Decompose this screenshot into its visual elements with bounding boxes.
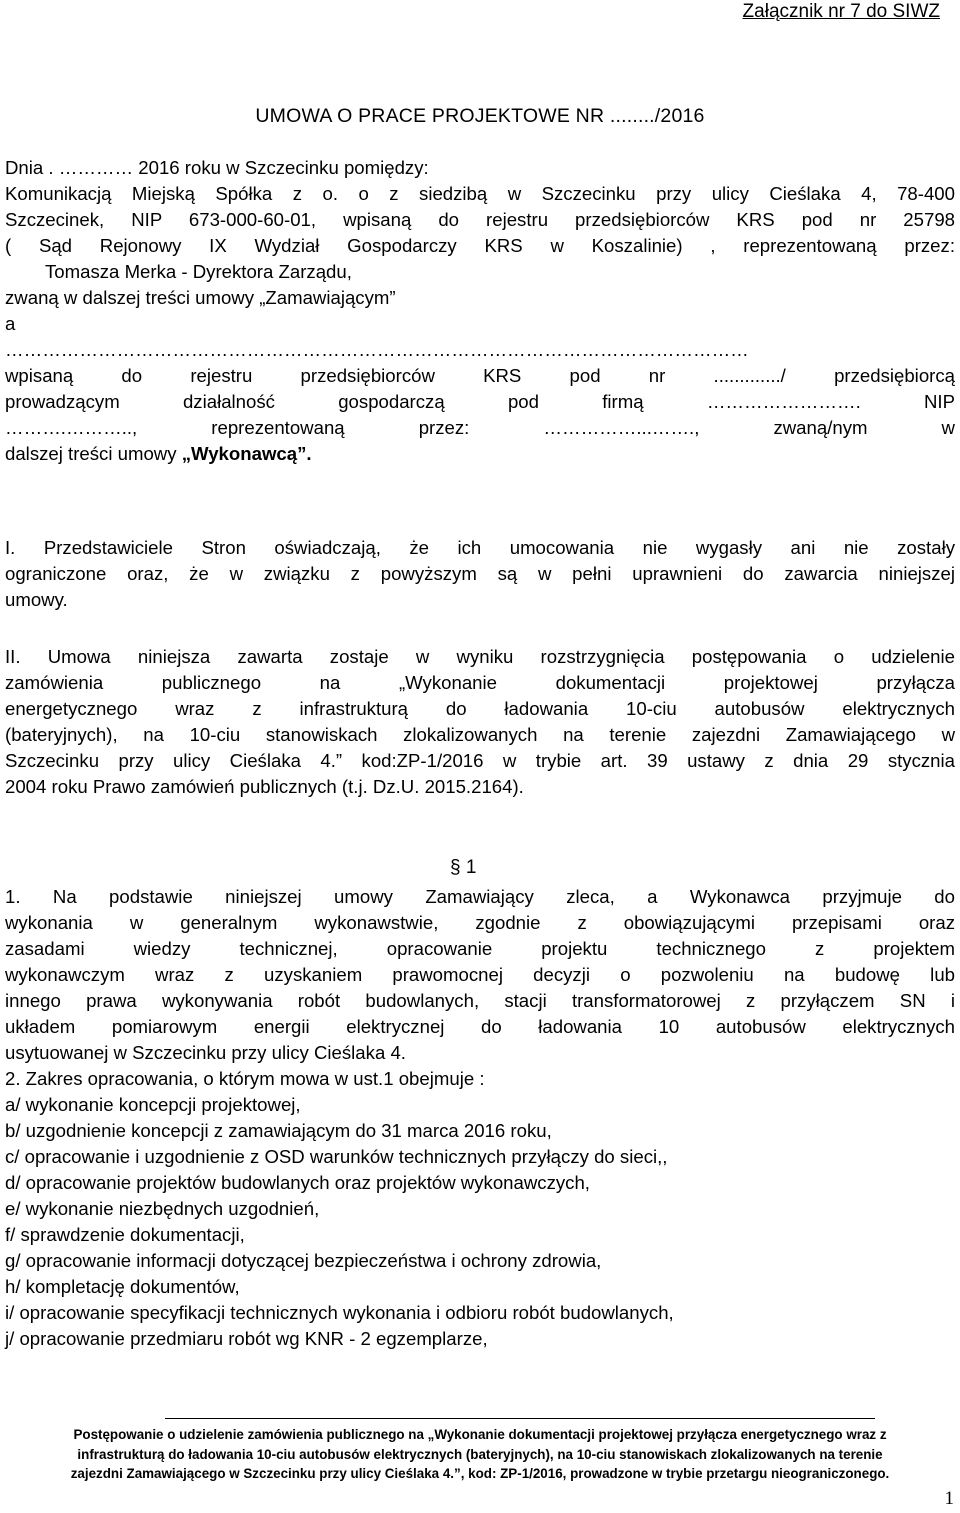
preamble-line: prowadzącym działalność gospodarczą pod firmą ……………………. NIP bbox=[5, 391, 955, 412]
section-ii bbox=[5, 644, 955, 800]
paragraph-1-line: układem pomiarowym energii elektrycznej do ładowania 10 autobusów elektrycznych bbox=[5, 1016, 955, 1037]
preamble bbox=[5, 155, 955, 467]
paragraph-1 bbox=[5, 884, 955, 1352]
section-i-line: ograniczone oraz, że w związku z powyższym są w pełni uprawnieni do zawarcia niniejszej bbox=[5, 563, 955, 584]
paragraph-1-line: wykonawczym wraz z uzyskaniem prawomocnej decyzji o pozwoleniu na budowę lub bbox=[5, 964, 955, 985]
preamble-line: ( Sąd Rejonowy IX Wydział Gospodarczy KRS w Koszalinie) , reprezentowaną przez: bbox=[5, 235, 955, 256]
scope-item: e/ wykonanie niezbędnych uzgodnień, bbox=[5, 1198, 320, 1219]
section-ii-line: 2004 roku Prawo zamówień publicznych (t.j. Dz.U. 2015.2164). bbox=[5, 776, 524, 797]
preamble-line: dalszej treści umowy „Wykonawcą”. bbox=[5, 443, 312, 464]
section-ii-line: II. Umowa niniejsza zawarta zostaje w wyniku rozstrzygnięcia postępowania o udzielenie bbox=[5, 646, 955, 667]
preamble-line: zwaną w dalszej treści umowy „Zamawiającym” bbox=[5, 287, 396, 308]
contractor-term: „Wykonawcą”. bbox=[181, 443, 312, 464]
preamble-line: Komunikacją Miejską Spółka z o. o z siedzibą w Szczecinku przy ulicy Cieślaka 4, 78-400 bbox=[5, 183, 955, 204]
scope-item: h/ kompletację dokumentów, bbox=[5, 1276, 240, 1297]
paragraph-1-line: wykonania w generalnym wykonawstwie, zgodnie z obowiązującymi przepisami oraz bbox=[5, 912, 955, 933]
section-i-line: umowy. bbox=[5, 589, 68, 610]
scope-item: j/ opracowanie przedmiaru robót wg KNR - 2 egzemplarze, bbox=[5, 1328, 488, 1349]
scope-item: d/ opracowanie projektów budowlanych oraz projektów wykonawczych, bbox=[5, 1172, 590, 1193]
footer bbox=[0, 1425, 960, 1484]
preamble-line: Szczecinek, NIP 673-000-60-01, wpisaną do rejestru przedsiębiorców KRS pod nr 25798 bbox=[5, 209, 955, 230]
contract-title: UMOWA O PRACE PROJEKTOWE NR ......../2016 bbox=[255, 105, 705, 127]
preamble-date-line: Dnia . ………… 2016 roku w Szczecinku pomiędzy: bbox=[5, 157, 429, 178]
paragraph-1-line: zasadami wiedzy technicznej, opracowanie projektu technicznego z projektem bbox=[5, 938, 955, 959]
footer-line: infrastrukturą do ładowania 10-ciu autobusów elektrycznych (bateryjnych), na 10-ciu stanowiskach zlokalizowanych na terenie bbox=[77, 1446, 883, 1462]
section-i-line: I. Przedstawiciele Stron oświadczają, że ich umocowania nie wygasły ani nie zostały bbox=[5, 537, 955, 558]
paragraph-1-line: usytuowanej w Szczecinku przy ulicy Cieślaka 4. bbox=[5, 1042, 406, 1063]
section-i bbox=[5, 535, 955, 613]
footer-line: zajezdni Zamawiającego w Szczecinku przy ulicy Cieślaka 4.”, kod: ZP-1/2016, prowadzone w trybie przetargu nieograniczonego. bbox=[70, 1466, 890, 1481]
scope-item: c/ opracowanie i uzgodnienie z OSD warunków technicznych przyłączy do sieci,, bbox=[5, 1146, 668, 1167]
paragraph-1-line: innego prawa wykonywania robót budowlanych, stacji transformatorowej z przyłączem SN i bbox=[5, 990, 955, 1011]
preamble-representative: Tomasza Merka - Dyrektora Zarządu, bbox=[45, 261, 352, 282]
section-ii-line: Szczecinku przy ulicy Cieślaka 4.” kod:ZP-1/2016 w trybie art. 39 ustawy z dnia 29 stycznia bbox=[5, 750, 955, 771]
scope-item: f/ sprawdzenie dokumentacji, bbox=[5, 1224, 245, 1245]
preamble-line: a bbox=[5, 313, 16, 334]
scope-item: g/ opracowanie informacji dotyczącej bezpieczeństwa i ochrony zdrowia, bbox=[5, 1250, 602, 1271]
contractor-placeholder-line: ………………………………………………………………………………………………………… bbox=[5, 339, 749, 360]
scope-item: a/ wykonanie koncepcji projektowej, bbox=[5, 1094, 301, 1115]
paragraph-sign: § 1 bbox=[450, 857, 477, 878]
preamble-line: ……….……….., reprezentowaną przez: ……………...……., zwaną/nym w bbox=[5, 417, 955, 438]
footer-line: Postępowanie o udzielenie zamówienia publicznego na „Wykonanie dokumentacji projektowej przyłącza energetycznego wraz z bbox=[73, 1427, 887, 1442]
section-ii-line: zamówienia publicznego na „Wykonanie dokumentacji projektowej przyłącza bbox=[5, 672, 955, 693]
scope-intro: 2. Zakres opracowania, o którym mowa w ust.1 obejmuje : bbox=[5, 1068, 485, 1089]
scope-item: i/ opracowanie specyfikacji technicznych wykonania i odbioru robót budowlanych, bbox=[5, 1302, 674, 1323]
scope-item: b/ uzgodnienie koncepcji z zamawiającym do 31 marca 2016 roku, bbox=[5, 1120, 552, 1141]
section-ii-line: energetycznego wraz z infrastrukturą do ładowania 10-ciu autobusów elektrycznych bbox=[5, 698, 955, 719]
paragraph-1-line: 1. Na podstawie niniejszej umowy Zamawiający zleca, a Wykonawca przyjmuje do bbox=[5, 886, 955, 907]
section-ii-line: (bateryjnych), na 10-ciu stanowiskach zlokalizowanych na terenie zajezdni Zamawiającego w bbox=[5, 724, 955, 745]
annex-label: Załącznik nr 7 do SIWZ bbox=[742, 1, 940, 22]
preamble-line: wpisaną do rejestru przedsiębiorców KRS pod nr ............./ przedsiębiorcą bbox=[5, 365, 955, 386]
footer-divider bbox=[165, 1418, 875, 1419]
page-number: 1 bbox=[944, 1488, 954, 1509]
